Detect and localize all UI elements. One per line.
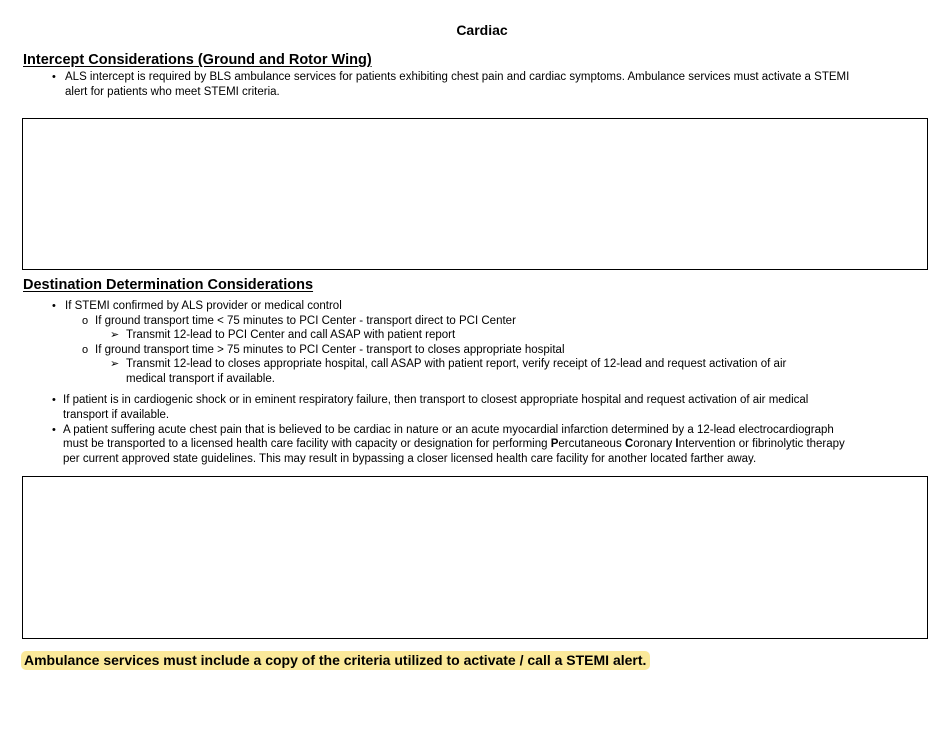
arrow-bullet-icon: ➢ — [110, 329, 120, 341]
lt75-item: If ground transport time < 75 minutes to PCI Center - transport direct to PCI Center — [95, 315, 516, 327]
page-title: Cardiac — [456, 22, 508, 38]
content-box-1 — [22, 118, 928, 270]
bullet-icon: • — [52, 300, 56, 312]
pci-initial-p: P — [550, 438, 559, 450]
gt75-item: If ground transport time > 75 minutes to PCI Center - transport to closes appropriate hospital — [95, 344, 565, 356]
content-box-2 — [22, 476, 928, 639]
lt75-action: Transmit 12-lead to PCI Center and call ASAP with patient report — [126, 329, 456, 341]
gt75-action-line-1: Transmit 12-lead to closes appropriate hospital, call ASAP with patient report, verify receipt of 12-lead and request activation of air — [126, 358, 787, 370]
arrow-bullet-icon: ➢ — [110, 358, 120, 370]
acute-line-1: A patient suffering acute chest pain that is believed to be cardiac in nature or an acute myocardial infarction determined by a 12-lead electrocardiograph — [63, 424, 834, 436]
stemi-confirmed-item: If STEMI confirmed by ALS provider or medical control — [65, 300, 342, 312]
intercept-heading: Intercept Considerations (Ground and Rotor Wing) — [23, 52, 372, 68]
acute-line-2: must be transported to a licensed health care facility with capacity or designation for performing Percutaneous Coronary Intervention or fibrinolytic therapy — [63, 438, 845, 450]
intercept-text-line-1: ALS intercept is required by BLS ambulance services for patients exhibiting chest pain and cardiac symptoms. Ambulance services must activate a STEMI — [65, 71, 850, 83]
circle-bullet-icon: o — [82, 315, 89, 327]
pci-initial-c: C — [624, 438, 634, 450]
bullet-icon: • — [52, 394, 56, 406]
bullet-icon: • — [52, 424, 56, 436]
gt75-action-line-2: medical transport if available. — [126, 373, 275, 385]
shock-line-2: transport if available. — [63, 409, 170, 421]
circle-bullet-icon: o — [82, 344, 89, 356]
pci-initial-i: I — [675, 438, 679, 450]
intercept-text-line-2: alert for patients who meet STEMI criteria. — [65, 86, 280, 98]
destination-heading: Destination Determination Considerations — [23, 277, 314, 293]
acute-line-3: per current approved state guidelines. This may result in bypassing a closer licensed health care facility for another located farther away. — [63, 453, 757, 465]
shock-line-1: If patient is in cardiogenic shock or in eminent respiratory failure, then transport to closest appropriate hospital and request activation of air medical — [63, 394, 809, 406]
bullet-icon: • — [52, 71, 56, 83]
stemi-alert-note: Ambulance services must include a copy of the criteria utilized to activate / call a STEMI alert. — [21, 651, 650, 670]
